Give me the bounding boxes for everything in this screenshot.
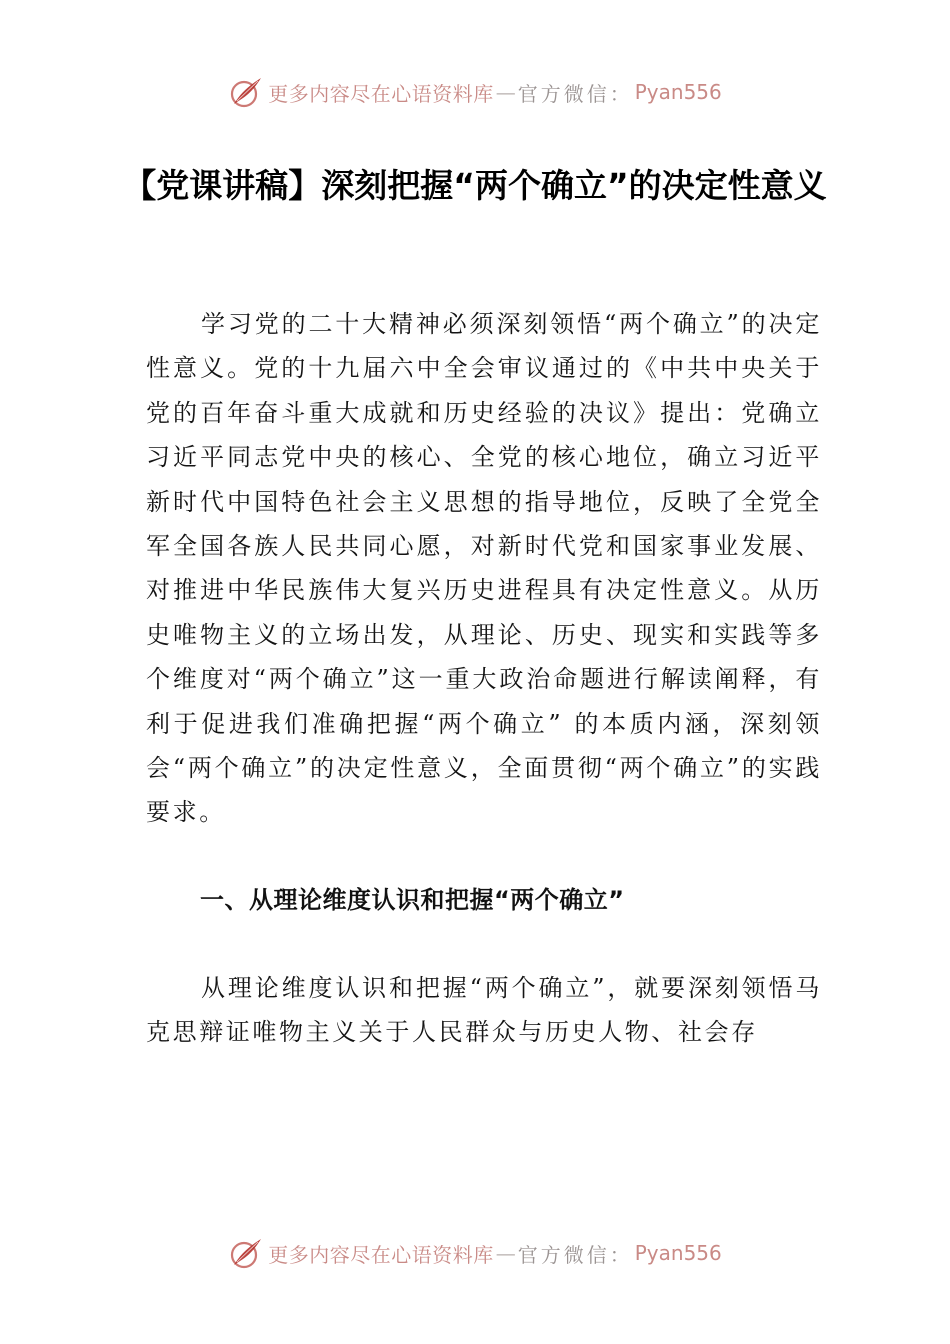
banner-main-text: 更多内容尽在心语资料库 <box>268 1242 494 1267</box>
document-title: 【党课讲稿】深刻把握“两个确立”的决定性意义 <box>123 166 827 205</box>
footer-watermark-banner <box>0 1233 950 1273</box>
banner-separator: — <box>495 80 516 104</box>
banner-wechat-id: Pyan556 <box>634 1241 722 1265</box>
body-paragraph-intro: 学习党的二十大精神必须深刻领悟“两个确立”的决定性意义。党的十九届六中全会审议通过的《中共中央关于党的百年奋斗重大成就和历史经验的决议》提出：党确立习近平同志党中央的核心、全党的核心地位，确立习近平新时代中国特色社会主义思想的指导地位，反映了全党全军全国各族人民共同心愿，对新时代党和国家事业发展、对推进中华民族伟大复兴历史进程具有决定性意义。从历史唯物主义的立场出发，从理论、历史、现实和实践等多个维度对“两个确立”这一重大政治命题进行解读阐释，有利于促进我们准确把握“两个确立” 的本质内涵，深刻领会“两个确立”的决定性意义，全面贯彻“两个确立”的实践要求。 <box>146 310 822 827</box>
banner-wechat-id: Pyan556 <box>634 80 722 104</box>
body-paragraph-section-one: 从理论维度认识和把握“两个确立”，就要深刻领悟马克思辩证唯物主义关于人民群众与历史人物、社会存 <box>146 974 822 1047</box>
banner-main-text: 更多内容尽在心语资料库 <box>268 81 494 106</box>
banner-wechat-label: 官方微信： <box>517 1242 633 1267</box>
banner-wechat-label: 官方微信： <box>517 81 633 106</box>
feather-quill-logo-icon <box>228 1235 264 1271</box>
header-watermark-banner <box>0 72 950 112</box>
banner-separator: — <box>495 1241 516 1265</box>
section-heading: 一、从理论维度认识和把握“两个确立” <box>200 886 625 914</box>
feather-quill-logo-icon <box>228 74 264 110</box>
